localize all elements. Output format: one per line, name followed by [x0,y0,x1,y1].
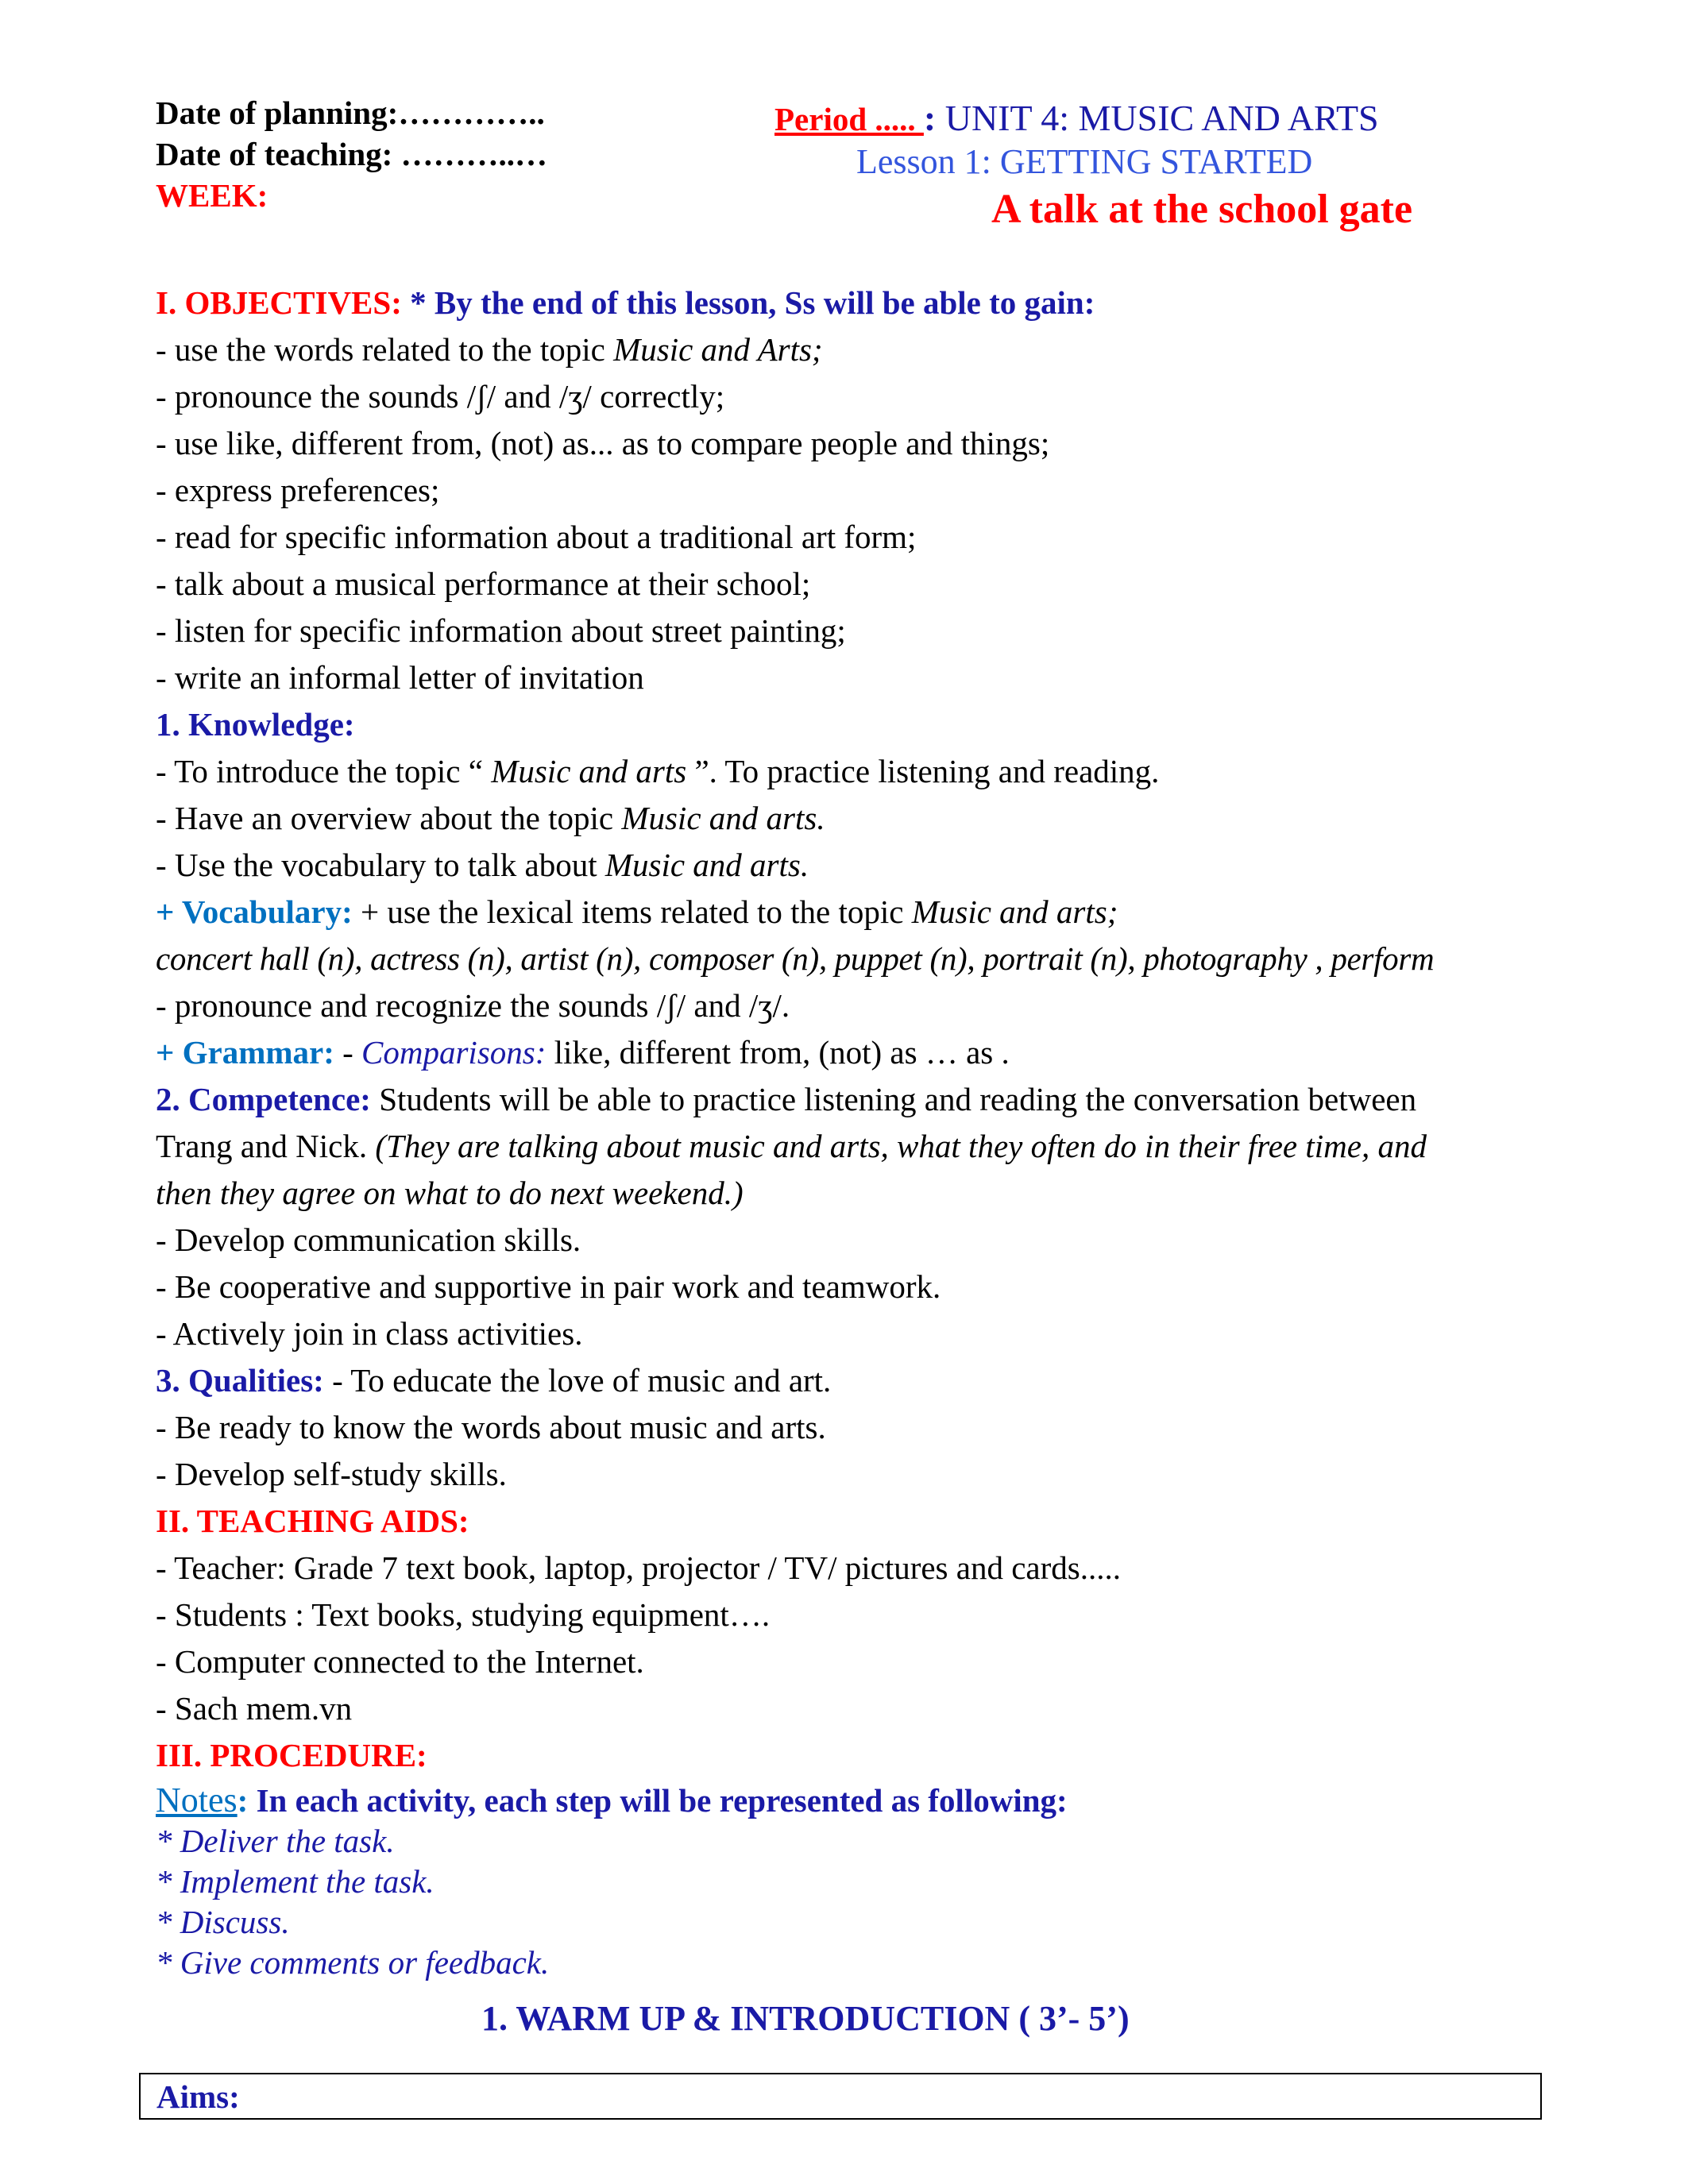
grammar-dash: - [334,1034,362,1071]
vocabulary-list: concert hall (n), actress (n), artist (n), composer (n), puppet (n), portrait (n), photography , perform [156,940,1435,977]
grammar-text: like, different from, (not) as … as . [546,1034,1010,1071]
objective-item: - write an informal letter of invitation [156,659,644,696]
knowledge-line [156,748,1562,795]
competence-line [156,1076,1562,1123]
knowledge-topic: Music and arts. [621,800,825,836]
lesson-subtitle: A talk at the school gate [991,187,1413,232]
qualities-text: - To educate the love of music and art. [323,1362,832,1399]
period-colon: : [923,98,945,138]
teaching-aid-item: - Computer connected to the Internet. [156,1643,644,1680]
procedure-step: * Discuss. [156,1904,290,1940]
notes-colon: : [237,1782,249,1819]
objective-topic: Music and Arts; [613,331,823,368]
knowledge-heading: 1. Knowledge: [156,706,355,743]
qualities-item: - Develop self-study skills. [156,1456,507,1492]
notes-text: In each activity, each step will be represented as following: [248,1782,1068,1819]
unit-title: UNIT 4: MUSIC AND ARTS [944,98,1379,138]
lesson-title: Lesson 1: GETTING STARTED [856,142,1313,181]
qualities-line [156,1357,1562,1404]
qualities-item: - Be ready to know the words about music and arts. [156,1409,826,1445]
procedure-step: * Give comments or feedback. [156,1944,550,1981]
notes-line [156,1779,1562,1821]
vocabulary-label: + Vocabulary: [156,893,353,930]
competence-text: Students will be able to practice listening and reading the conversation between [370,1081,1417,1117]
period-label: Period ..... [774,101,924,137]
knowledge-text: - Use the vocabulary to talk about [156,847,605,883]
warmup-heading: 1. WARM UP & INTRODUCTION ( 3’- 5’) [481,1999,1130,2038]
objective-item: - express preferences; [156,472,440,508]
aims-label: Aims: [156,2078,240,2115]
procedure-step: * Implement the task. [156,1863,435,1900]
competence-item: - Be cooperative and supportive in pair work and teamwork. [156,1268,941,1305]
procedure-step: * Deliver the task. [156,1823,395,1859]
lesson-body [156,280,1562,1983]
procedure-heading: III. PROCEDURE: [156,1737,427,1773]
competence-text: Trang and Nick. [156,1128,376,1164]
date-of-teaching: Date of teaching: ………..… [156,136,548,172]
objective-text: - use the words related to the topic [156,331,614,368]
vocabulary-text: + use the lexical items related to the topic [352,893,912,930]
knowledge-line [156,795,1562,842]
grammar-label: + Grammar: [156,1034,334,1071]
competence-item: - Develop communication skills. [156,1221,581,1258]
objectives-heading: I. OBJECTIVES: [156,284,411,321]
vocabulary-topic: Music and arts; [911,893,1118,930]
knowledge-topic: Music and arts [491,753,687,789]
objectives-heading-line [156,280,1562,326]
aims-box [139,2073,1542,2120]
competence-note: (They are talking about music and arts, what they often do in their free time, and [375,1128,1427,1164]
objective-item: - talk about a musical performance at their school; [156,565,811,602]
teaching-aid-item: - Students : Text books, studying equipment…. [156,1596,771,1633]
objective-item [156,326,1562,373]
vocabulary-line [156,889,1562,936]
knowledge-text: ”. To practice listening and reading. [686,753,1160,789]
grammar-line [156,1029,1562,1076]
knowledge-text: - Have an overview about the topic [156,800,622,836]
objective-item: - pronounce the sounds /ʃ/ and /ʒ/ correctly; [156,378,725,415]
objectives-intro: * By the end of this lesson, Ss will be able to gain: [410,284,1095,321]
date-of-planning: Date of planning:………….. [156,95,545,131]
notes-label: Notes [156,1781,238,1819]
teaching-aids-heading: II. TEACHING AIDS: [156,1503,469,1539]
week-label: WEEK: [156,177,268,214]
teaching-aid-item: - Teacher: Grade 7 text book, laptop, projector / TV/ pictures and cards..... [156,1549,1121,1586]
pronunciation-line: - pronounce and recognize the sounds /ʃ/ and /ʒ/. [156,987,790,1024]
knowledge-topic: Music and arts. [605,847,809,883]
grammar-comparisons: Comparisons: [361,1034,547,1071]
objective-item: - read for specific information about a traditional art form; [156,519,917,555]
competence-line [156,1123,1562,1170]
objective-item: - listen for specific information about street painting; [156,612,846,649]
competence-note-cont: then they agree on what to do next weekend.) [156,1175,744,1211]
knowledge-line [156,842,1562,889]
competence-heading: 2. Competence: [156,1081,371,1117]
competence-item: - Actively join in class activities. [156,1315,583,1352]
qualities-heading: 3. Qualities: [156,1362,324,1399]
period-unit-line [774,97,1379,139]
knowledge-text: - To introduce the topic “ [156,753,492,789]
teaching-aid-item: - Sach mem.vn [156,1690,353,1727]
objective-item: - use like, different from, (not) as... as to compare people and things; [156,425,1050,461]
